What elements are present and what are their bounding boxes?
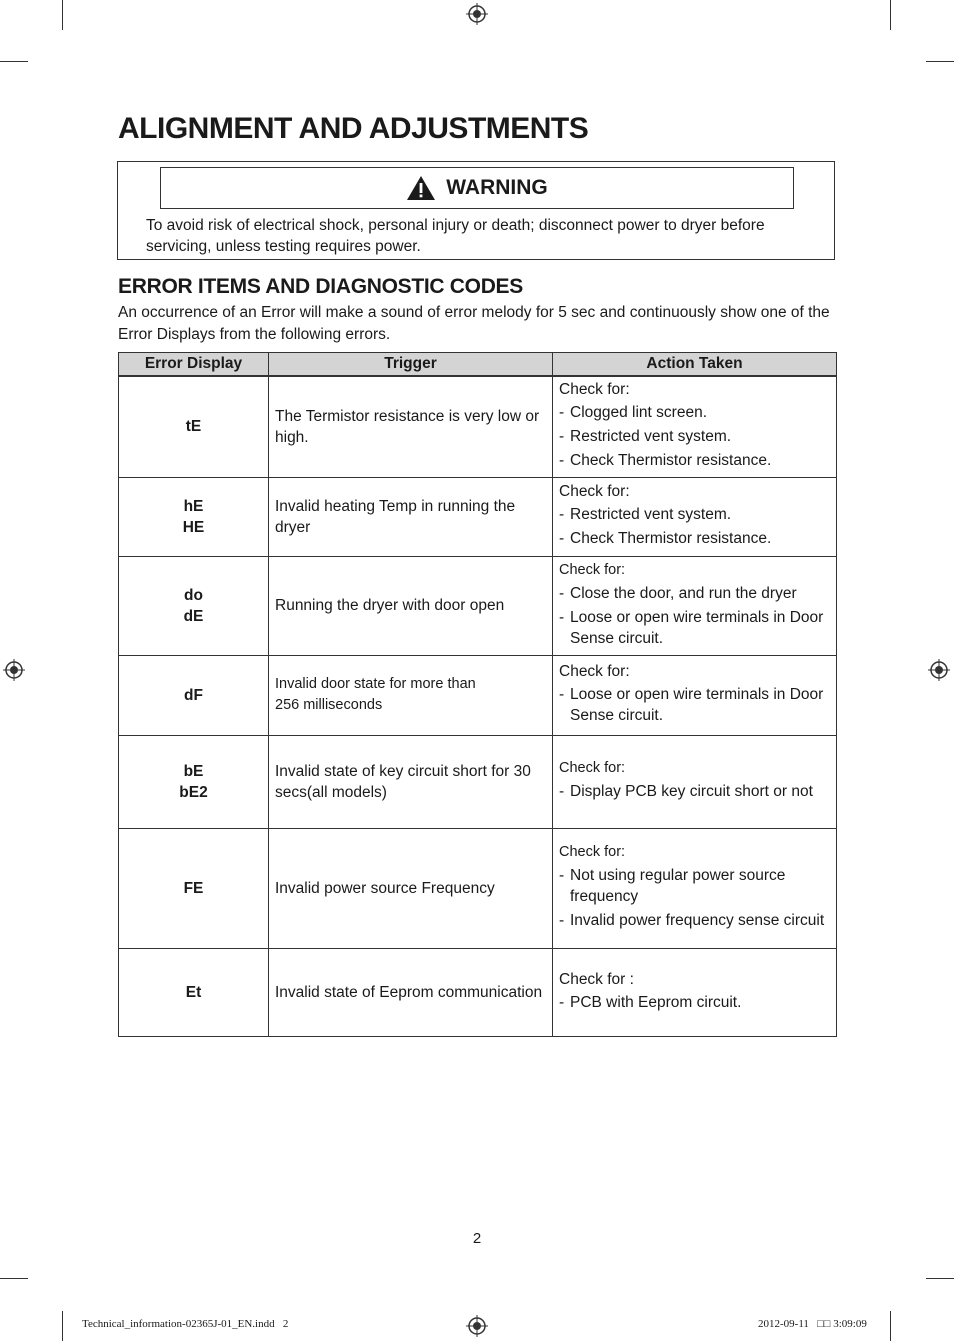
action-cell [553,556,837,655]
error-code: hE [183,497,204,515]
registration-mark-icon [928,659,950,681]
section-intro: An occurrence of an Error will make a sound of error melody for 5 sec and continuously show one of the Error Displays from the following errors. [118,304,830,343]
error-code-cell [119,655,269,735]
action-cell [553,828,837,948]
list-item: - Display PCB key circuit short or not [559,781,830,802]
error-code-cell [119,735,269,828]
crop-mark [0,1278,28,1279]
error-code: dF [184,686,203,704]
crop-mark [62,0,63,30]
trigger-line: 256 milliseconds [275,697,383,713]
action-cell [553,477,837,556]
footer-file-name: Technical_information-02365J-01_EN.indd 2 [82,1318,289,1330]
crop-mark [890,1311,891,1341]
section-title: ERROR ITEMS AND DIAGNOSTIC CODES [118,275,523,298]
table-row [119,735,837,828]
crop-mark [62,1311,63,1341]
header-error-display: Error Display [119,353,269,377]
check-for-label: Check for : [559,970,634,988]
trigger-cell: The Termistor resistance is very low or high. [269,376,553,477]
trigger-cell: Running the dryer with door open [269,556,553,655]
error-codes-table [118,352,837,1037]
warning-text: To avoid risk of electrical shock, personal injury or death; disconnect power to dryer before servicing, unless testing requires power. [146,217,765,255]
registration-mark-icon [466,3,488,25]
warning-box [117,161,835,260]
error-code: do [184,586,203,604]
header-action-taken: Action Taken [553,353,837,377]
crop-mark [926,1278,954,1279]
error-code: bE2 [179,783,208,801]
action-list [559,684,830,726]
warning-triangle-icon [406,175,436,201]
list-item: - Clogged lint screen. [559,402,830,423]
error-code-cell [119,376,269,477]
trigger-line: Invalid door state for more than [275,676,476,692]
table-row [119,376,837,477]
check-for-label: Check for: [559,381,630,399]
list-item: - PCB with Eeprom circuit. [559,992,830,1013]
footer-timestamp: 2012-09-11 □□ 3:09:09 [758,1318,867,1330]
list-item: - Restricted vent system. [559,504,830,525]
table-row [119,655,837,735]
list-item: - Check Thermistor resistance. [559,450,830,471]
warning-label: WARNING [446,176,548,199]
trigger-cell: Invalid power source Frequency [269,828,553,948]
table-row [119,828,837,948]
registration-mark-icon [466,1315,488,1337]
table-row [119,556,837,655]
registration-mark-icon [3,659,25,681]
trigger-cell: Invalid state of key circuit short for 30 secs(all models) [269,735,553,828]
action-cell [553,376,837,477]
table-row [119,948,837,1036]
list-item: - Loose or open wire terminals in Door Sense circuit. [559,607,830,649]
warning-banner [160,167,794,209]
action-cell [553,735,837,828]
trigger-cell [269,655,553,735]
action-list [559,865,830,931]
check-for-label: Check for: [559,663,630,680]
trigger-cell: Invalid heating Temp in running the dryer [269,477,553,556]
error-code: dE [183,607,204,625]
error-code-cell [119,948,269,1036]
page-title: ALIGNMENT AND ADJUSTMENTS [118,112,589,145]
list-item: - Not using regular power source frequency [559,865,830,907]
action-list [559,583,830,649]
crop-mark [0,61,28,62]
trigger-cell: Invalid state of Eeprom communication [269,948,553,1036]
error-code-cell [119,828,269,948]
error-code: FE [183,879,204,897]
error-code-cell [119,556,269,655]
check-for-label: Check for: [559,561,626,578]
action-list [559,781,830,802]
crop-mark [890,0,891,30]
action-list [559,992,830,1013]
error-code: Et [185,983,202,1001]
header-trigger: Trigger [269,353,553,377]
list-item: - Close the door, and run the dryer [559,583,830,604]
check-for-label: Check for: [559,844,626,860]
list-item: - Loose or open wire terminals in Door Sense circuit. [559,684,830,726]
error-code-cell [119,477,269,556]
error-code: bE [183,762,204,780]
action-list [559,504,830,549]
error-code: tE [185,418,202,436]
check-for-label: Check for: [559,483,630,500]
action-cell [553,655,837,735]
list-item: - Invalid power frequency sense circuit [559,910,830,931]
table-row [119,477,837,556]
list-item: - Check Thermistor resistance. [559,528,830,549]
list-item: - Restricted vent system. [559,426,830,447]
check-for-label: Check for: [559,760,626,776]
action-cell [553,948,837,1036]
table-header-row [119,353,837,377]
error-code: HE [182,518,205,536]
crop-mark [926,61,954,62]
page-number: 2 [472,1230,482,1247]
action-list [559,402,830,471]
